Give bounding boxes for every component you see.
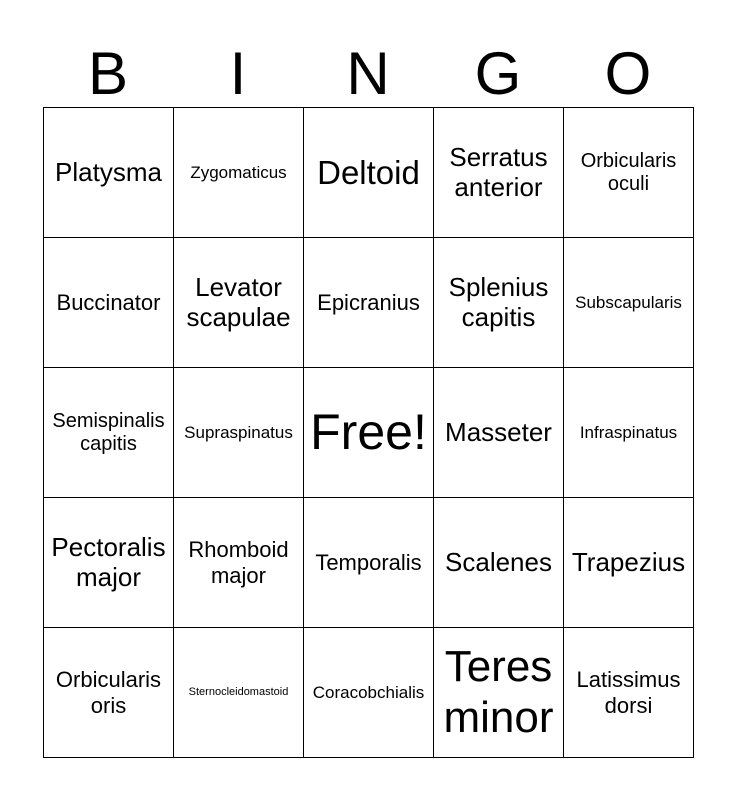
bingo-cell[interactable]	[564, 238, 694, 368]
cell-label: Deltoid	[317, 153, 420, 191]
bingo-cell[interactable]	[434, 368, 564, 498]
cell-label: Levator scapulae	[186, 271, 291, 332]
header-letter-n: N	[346, 40, 390, 107]
cell-label: Infraspinatus	[579, 422, 678, 442]
cell-label: Latissimus dorsi	[576, 667, 681, 718]
cell-label: Trapezius	[571, 546, 686, 577]
bingo-header	[43, 40, 693, 108]
cell-label: Orbicularis oculi	[580, 149, 677, 195]
bingo-cell[interactable]	[434, 498, 564, 628]
header-letter-i: I	[229, 40, 247, 107]
cell-label: Splenius capitis	[448, 271, 549, 332]
bingo-cell[interactable]	[564, 368, 694, 498]
cell-label: Temporalis	[315, 549, 422, 575]
cell-label: Sternocleidomastoid	[188, 686, 289, 699]
bingo-cell[interactable]	[44, 498, 174, 628]
bingo-cell[interactable]	[304, 498, 434, 628]
bingo-cell[interactable]	[564, 108, 694, 238]
cell-label: Subscapularis	[575, 292, 682, 312]
bingo-board	[43, 107, 694, 758]
cell-label: Free!	[310, 403, 427, 460]
bingo-cell[interactable]	[44, 108, 174, 238]
cell-label: Supraspinatus	[184, 422, 293, 442]
bingo-cell[interactable]	[304, 628, 434, 758]
bingo-cell[interactable]	[174, 498, 304, 628]
bingo-cell[interactable]	[564, 628, 694, 758]
header-letter-o: O	[604, 40, 652, 107]
cell-label: Zygomaticus	[190, 162, 287, 182]
cell-label: Scalenes	[445, 546, 552, 577]
bingo-cell[interactable]	[434, 628, 564, 758]
bingo-cell[interactable]	[44, 628, 174, 758]
bingo-cell[interactable]	[44, 368, 174, 498]
free-space[interactable]	[304, 368, 434, 498]
cell-label: Buccinator	[56, 289, 161, 315]
bingo-cell[interactable]	[304, 108, 434, 238]
bingo-cell[interactable]	[434, 238, 564, 368]
cell-label: Teres minor	[443, 641, 554, 742]
bingo-cell[interactable]	[304, 238, 434, 368]
bingo-cell[interactable]	[174, 368, 304, 498]
cell-label: Masseter	[445, 416, 552, 447]
bingo-cell[interactable]	[434, 108, 564, 238]
cell-label: Coracobchialis	[312, 682, 425, 702]
cell-label: Serratus anterior	[449, 141, 548, 202]
cell-label: Rhomboid major	[188, 537, 289, 588]
cell-label: Pectoralis major	[51, 531, 166, 592]
bingo-cell[interactable]	[174, 108, 304, 238]
cell-label: Epicranius	[317, 289, 420, 315]
bingo-cell[interactable]	[44, 238, 174, 368]
bingo-cell[interactable]	[174, 238, 304, 368]
cell-label: Orbicularis oris	[55, 667, 162, 718]
header-letter-b: B	[87, 40, 129, 107]
bingo-cell[interactable]	[564, 498, 694, 628]
cell-label: Platysma	[55, 156, 162, 187]
bingo-cell[interactable]	[174, 628, 304, 758]
header-letter-g: G	[474, 40, 522, 107]
cell-label: Semispinalis capitis	[52, 409, 165, 455]
